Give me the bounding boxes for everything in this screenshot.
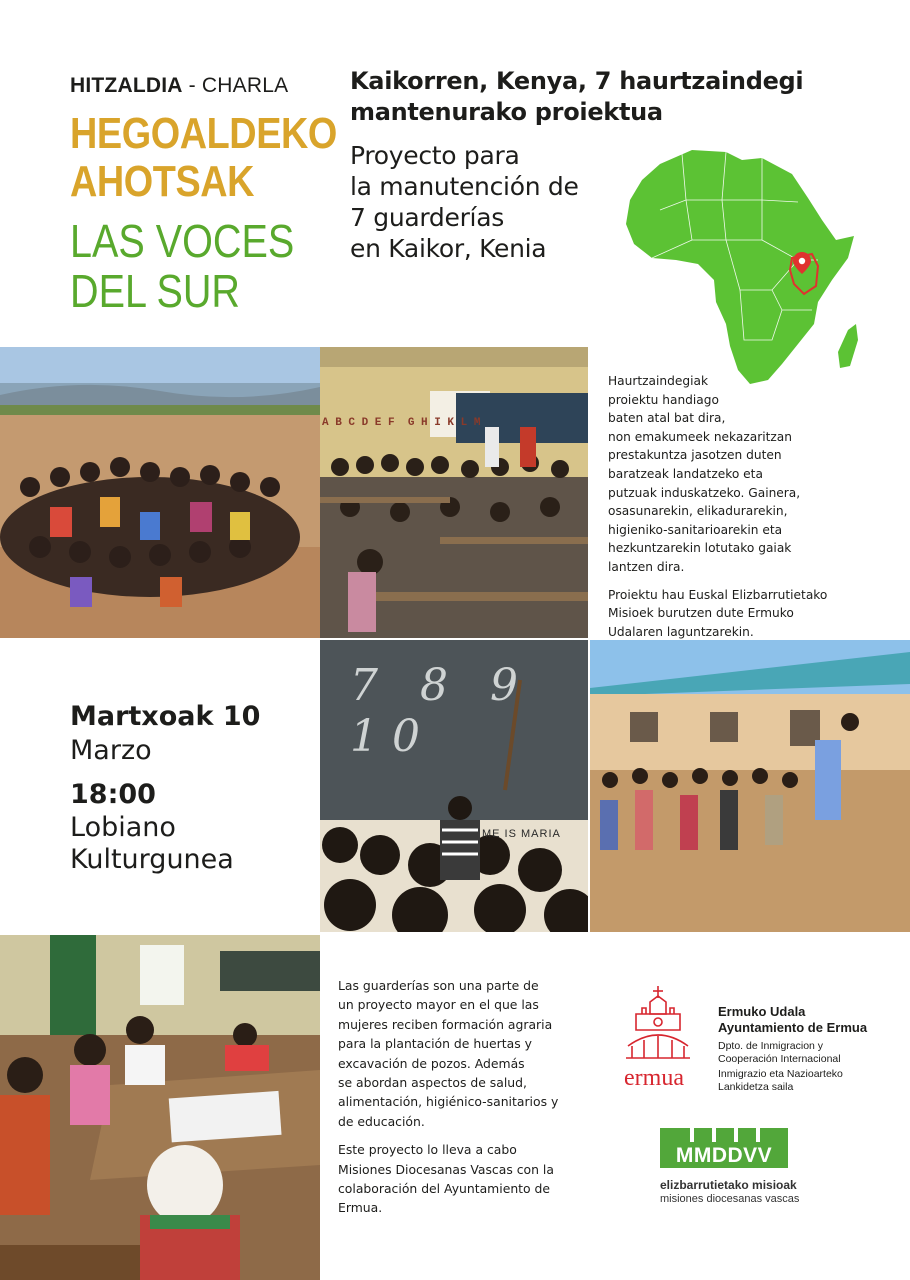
- photo-women-meeting: [0, 935, 320, 1280]
- madagascar-shape: [838, 324, 858, 368]
- ermua-dept-eu: Inmigrazio eta Nazioarteko Lankidetza saila: [718, 1068, 843, 1093]
- africa-map: [622, 140, 862, 390]
- ermua-dept-es: Dpto. de Inmigracion y Cooperación Internacional: [718, 1040, 841, 1065]
- ermua-logo-icon: [622, 984, 694, 1064]
- mmddvv-line2: misiones diocesanas vascas: [660, 1193, 800, 1205]
- event-venue: Lobiano Kulturgunea: [70, 812, 234, 875]
- photo-children-outdoors: [0, 347, 320, 638]
- wall-text: ME IS MARIA: [482, 828, 561, 840]
- text-block-eu: Haurtzaindegiak proiektu handiago baten atal bat dira, non emakumeek nekazaritzan prestakuntza jasotzen duten baratzeak landatzeko eta putzuak induskatzeko. Gainera, osasunarekin, elikadurarekin, higieniko-sanitarioarekin eta hezkuntzarekin lotutako gaiak lantzen dira. Proiektu hau Euskal Elizbarrutietako Misioek burutzen dute Ermuko Udalaren laguntzarekin.: [608, 374, 828, 639]
- africa-shape: [626, 150, 854, 384]
- text-block-es: Las guarderías son una parte de un proyecto mayor en el que las mujeres reciben formación agraria para la plantación de huertas y excavación de pozos. Además se abordan aspectos de salud, alimentación, higiénico-sanitarios y de educación. Este proyecto lo lleva a cabo Misiones Diocesanas Vascas con la colaboración del Ayuntamiento de Ermua.: [338, 978, 559, 1216]
- project-title-es: Proyecto para la manutención de 7 guarderías en Kaikor, Kenia: [350, 141, 579, 263]
- event-date-eu: Martxoak 10: [70, 701, 261, 732]
- event-date-es: Marzo: [70, 735, 152, 766]
- project-title-eu: Kaikorren, Kenya, 7 haurtzaindegi mantenurako proiektua: [350, 67, 804, 126]
- ermua-wordmark: ermua: [624, 1065, 684, 1091]
- chalkboard-numbers: 7 8 9 10: [350, 660, 532, 762]
- classroom-letters: A B C D E F G H I K L M: [322, 417, 481, 429]
- mmddvv-acronym: MMDDVV: [675, 1144, 773, 1167]
- title-es: LAS VOCES DEL SUR: [70, 215, 295, 317]
- photo-classroom: [320, 347, 588, 638]
- kicker: HITZALDIA - CHARLA: [70, 74, 289, 97]
- ermua-name: Ermuko Udala Ayuntamiento de Ermua: [718, 1004, 868, 1035]
- mmddvv-line1: elizbarrutietako misioak: [660, 1178, 797, 1192]
- event-time: 18:00: [70, 779, 156, 810]
- photo-chalkboard: [320, 640, 588, 932]
- photo-school-yard: [590, 640, 910, 932]
- title-eu: HEGOALDEKO AHOTSAK: [70, 109, 337, 206]
